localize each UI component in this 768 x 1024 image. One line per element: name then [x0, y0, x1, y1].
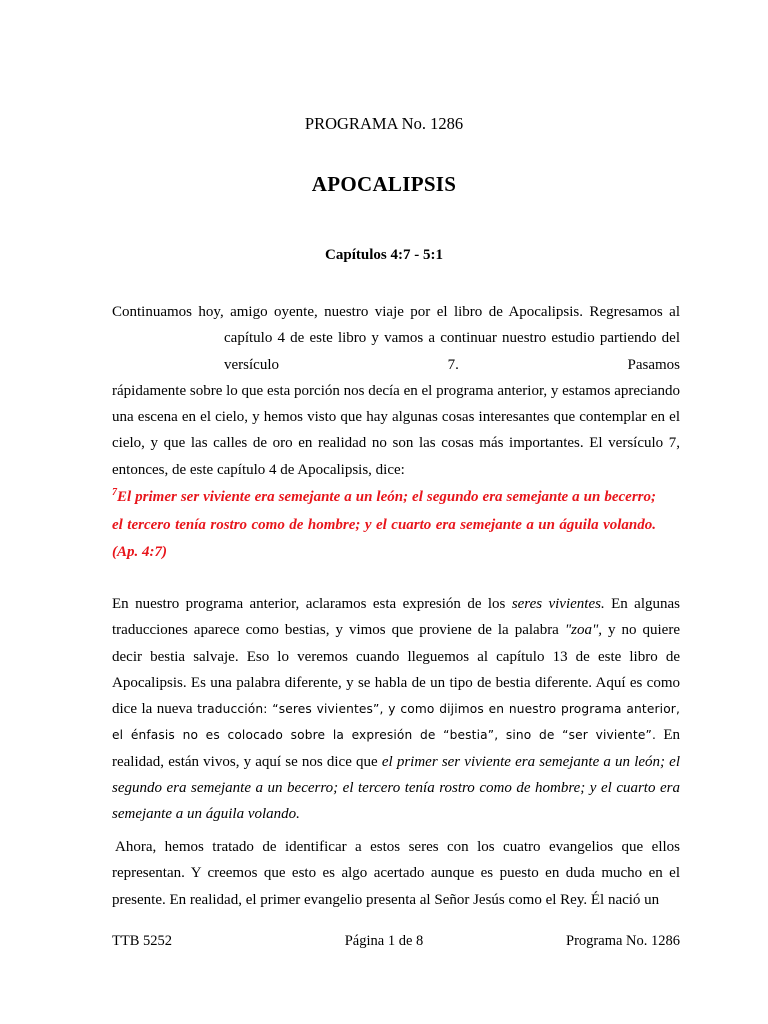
paragraph-line: cielo, y que las calles de oro en realidad no son las cosas más importantes. El versículo 7,	[112, 435, 680, 452]
scripture-text: El primer ser viviente era semejante a un león; el segundo era semejante a un becerro; el tercero tenía rostro como de hombre; y el cuarto era semejante a un águila volando. (Ap. 4:7)	[112, 489, 656, 560]
paragraph-line: entonces, de este capítulo 4 de Apocalipsis, dice:	[112, 461, 405, 478]
paragraph-line: capítulo 4 de este libro y vamos a continuar nuestro estudio partiendo del versículo 7. Pasamos	[224, 330, 680, 373]
page-title: APOCALIPSIS	[311, 172, 457, 196]
footer-page-number: Página 1 de 8	[344, 933, 424, 949]
paragraph-text: En realidad, están vivos, y aquí se nos dice que	[112, 727, 680, 770]
footer-code: TTB 5252	[112, 933, 173, 949]
paragraph-text: y no quiere decir bestia salvaje. Eso lo veremos cuando lleguemos al capítulo 13 de este libro de Apocalipsis. Es una palabra diferente, y se habla de un tipo de bestia diferente. Aquí es como dice la nueva	[112, 622, 680, 718]
program-number: PROGRAMA No. 1286	[304, 114, 464, 133]
paragraph-seres-vivientes	[112, 591, 680, 828]
italic-word: "zoa",	[564, 622, 603, 639]
italic-quote: el primer ser viviente era semejante a un león; el segundo era semejante a un becerro; el tercero tenía rostro como de hombre; y el cuarto era semejante a un águila volando.	[112, 753, 680, 823]
paragraph-intro	[112, 299, 680, 483]
chapters-subtitle: Capítulos 4:7 - 5:1	[325, 247, 443, 263]
paragraph-text: Ahora, hemos tratado de identificar a estos seres con los cuatro evangelios que ellos representan. Y creemos que esto es algo acertado aunque es puesto en duda mucho en el presente. En realidad, el primer evangelio presenta al Señor Jesús como el Rey. Él nació un	[112, 839, 680, 908]
sans-serif-passage: traducción: “seres vivientes”, y como dijimos en nuestro programa anterior, el énfasis no es colocado sobre la expresión de “bestia”, sino de “ser viviente”.	[112, 702, 680, 743]
paragraph-text: En algunas traducciones aparece como bestias, y vimos que proviene de la palabra	[112, 596, 681, 639]
paragraph-line: rápidamente sobre lo que esta porción nos decía en el programa anterior, y estamos apreciando	[112, 382, 680, 399]
italic-phrase: seres vivientes.	[511, 596, 605, 612]
scripture-quote	[112, 484, 656, 567]
paragraph-evangelios	[112, 834, 680, 913]
footer-program: Programa No. 1286	[566, 933, 680, 949]
paragraph-line: una escena en el cielo, y hemos visto que hay algunas cosas interesantes que contemplar en el	[112, 409, 680, 426]
verse-number: 7	[112, 487, 117, 498]
paragraph-text: En nuestro programa anterior, aclaramos esta expresión de los	[112, 596, 512, 612]
paragraph-line: Continuamos hoy, amigo oyente, nuestro viaje por el libro de Apocalipsis. Regresamos al	[112, 304, 680, 320]
